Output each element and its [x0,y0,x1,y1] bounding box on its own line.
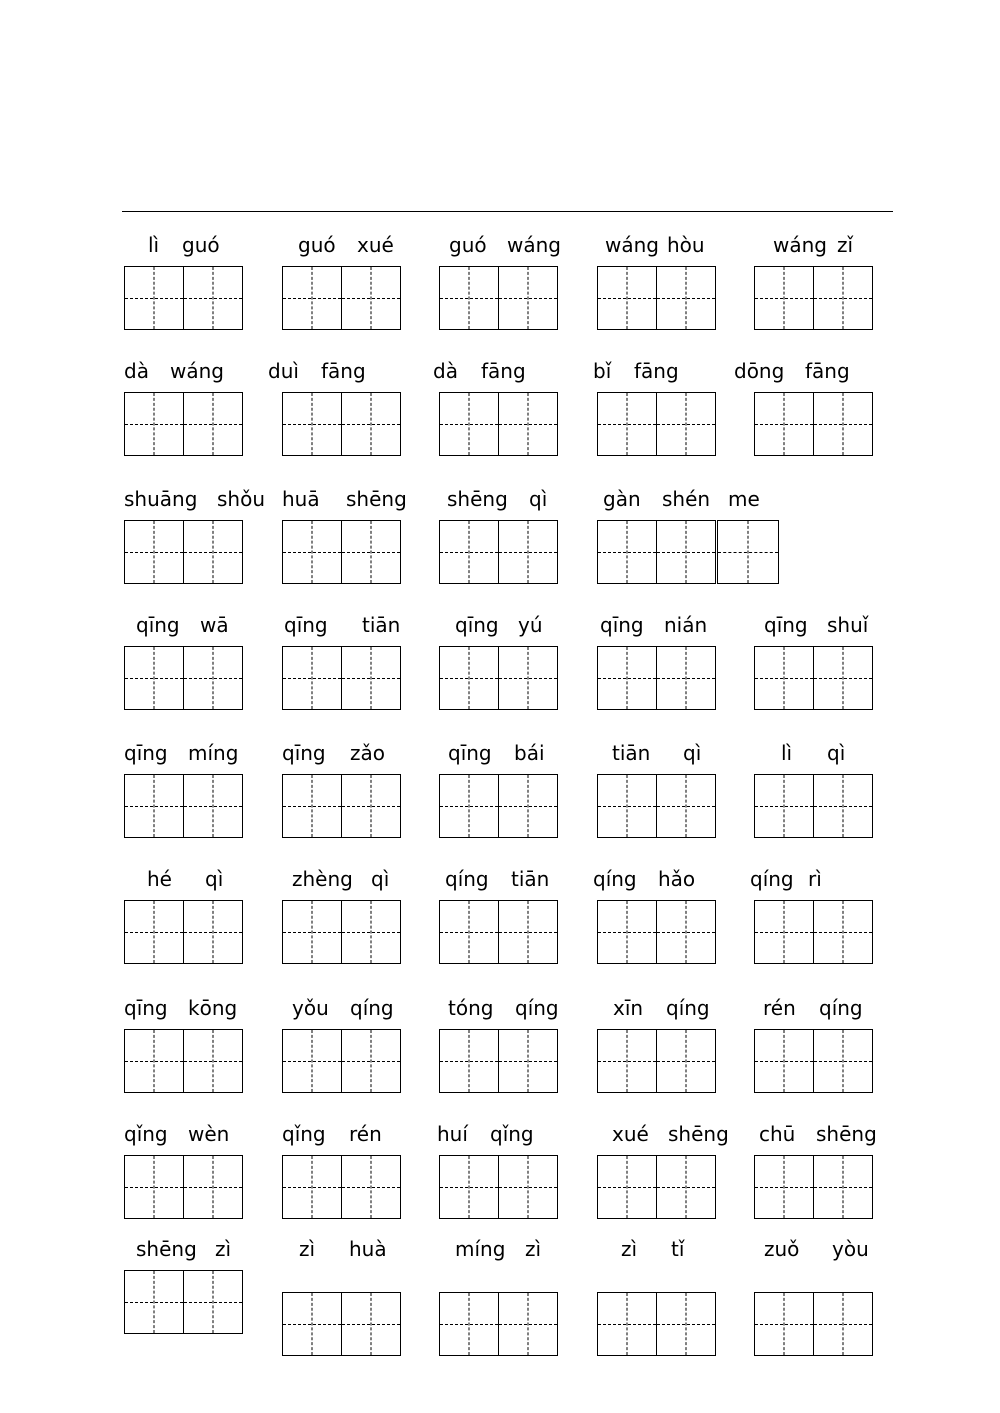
writing-cell[interactable] [282,520,342,584]
pinyin-syllable: shuǐ [827,613,869,637]
pinyin-syllable: qíng [666,996,710,1020]
writing-cell[interactable] [813,1029,873,1093]
pinyin-syllable: qíng [350,996,394,1020]
pinyin-syllable: qì [529,487,548,511]
writing-cell[interactable] [498,266,558,330]
tian-grid [754,774,873,838]
word-item [439,232,599,342]
writing-cell[interactable] [439,520,499,584]
writing-cell[interactable] [813,1155,873,1219]
tian-grid [754,1292,873,1356]
tian-grid [124,1155,243,1219]
pinyin-syllable: xué [357,233,394,257]
pinyin-syllable: qíng [593,867,637,891]
word-item [754,1236,914,1346]
word-item [282,1121,442,1231]
word-item [439,866,599,976]
pinyin-syllable: qǐng [490,1122,534,1146]
word-item [593,866,757,976]
pinyin-syllable: zì [299,1237,316,1261]
tian-grid [439,900,558,964]
word-item [597,232,757,342]
pinyin-syllable: tiān [511,867,550,891]
writing-cell[interactable] [597,900,657,964]
pinyin-syllable: tóng [448,996,494,1020]
writing-cell[interactable] [498,1029,558,1093]
pinyin-syllable: wā [200,613,229,637]
writing-cell[interactable] [656,520,716,584]
pinyin-syllable: fāng [481,359,526,383]
word-item [597,1121,757,1231]
writing-cell[interactable] [183,1155,243,1219]
word-item [754,232,914,342]
pinyin-syllable: wáng [605,233,659,257]
pinyin-syllable: wáng [507,233,561,257]
word-item [124,995,284,1105]
word-item [124,866,284,976]
word-item [282,995,442,1105]
writing-cell[interactable] [656,900,716,964]
writing-cell[interactable] [439,266,499,330]
word-item [124,232,284,342]
tian-grid [282,392,401,456]
tian-grid [439,266,558,330]
writing-cell[interactable] [597,520,657,584]
pinyin-syllable: qīng [282,741,326,765]
writing-cell[interactable] [498,646,558,710]
writing-cell[interactable] [439,1029,499,1093]
pinyin-syllable: xué [612,1122,649,1146]
word-item [439,995,599,1105]
pinyin-label [597,486,797,512]
writing-cell[interactable] [656,646,716,710]
writing-cell[interactable] [754,266,814,330]
pinyin-label [734,358,954,384]
pinyin-syllable: dà [433,359,458,383]
tian-grid [754,266,873,330]
tian-grid [124,900,243,964]
pinyin-syllable: shēng [346,487,407,511]
writing-cell[interactable] [124,520,184,584]
tian-grid [597,520,779,584]
pinyin-syllable: qīng [600,613,644,637]
writing-cell[interactable] [754,646,814,710]
pinyin-syllable: tiān [612,741,651,765]
pinyin-syllable: qīng [455,613,499,637]
pinyin-syllable: tiān [362,613,401,637]
writing-cell[interactable] [183,520,243,584]
writing-cell[interactable] [439,900,499,964]
word-item [597,612,757,722]
writing-cell[interactable] [183,900,243,964]
pinyin-syllable: huí [437,1122,468,1146]
pinyin-syllable: hǎo [658,867,696,891]
pinyin-syllable: hé [147,867,172,891]
pinyin-syllable: qīng [124,996,168,1020]
writing-cell[interactable] [439,1155,499,1219]
word-item [750,866,914,976]
writing-cell[interactable] [183,1270,243,1334]
writing-cell[interactable] [439,774,499,838]
writing-cell[interactable] [813,266,873,330]
pinyin-syllable: qíng [819,996,863,1020]
writing-cell[interactable] [717,520,779,584]
tian-grid [282,646,401,710]
word-item [124,612,284,722]
writing-cell[interactable] [124,646,184,710]
pinyin-syllable: qì [205,867,224,891]
tian-grid [597,646,716,710]
writing-cell[interactable] [498,900,558,964]
tian-grid [439,1292,558,1356]
word-item [439,1121,599,1231]
word-item [282,612,442,722]
pinyin-syllable: shēng [668,1122,729,1146]
pinyin-label [754,995,954,1021]
writing-cell[interactable] [813,900,873,964]
writing-cell[interactable] [754,1292,814,1356]
pinyin-syllable: zì [525,1237,542,1261]
word-item [124,1121,284,1231]
word-item [439,740,599,850]
pinyin-syllable: zǎo [350,741,385,765]
pinyin-label [754,232,954,258]
pinyin-syllable: qǐng [124,1122,168,1146]
word-item [433,358,599,468]
tian-grid [597,774,716,838]
word-item [597,1236,757,1346]
writing-cell[interactable] [813,646,873,710]
writing-cell[interactable] [341,520,401,584]
tian-grid [124,520,243,584]
pinyin-syllable: wáng [773,233,827,257]
writing-cell[interactable] [124,392,184,456]
pinyin-syllable: xīn [613,996,644,1020]
pinyin-syllable: qì [371,867,390,891]
writing-cell[interactable] [597,646,657,710]
tian-grid [439,520,558,584]
pinyin-syllable: zì [621,1237,638,1261]
writing-cell[interactable] [439,392,499,456]
writing-cell[interactable] [656,774,716,838]
pinyin-label [750,866,954,892]
word-item [754,995,914,1105]
writing-cell[interactable] [341,900,401,964]
pinyin-syllable: nián [664,613,708,637]
writing-cell[interactable] [656,1155,716,1219]
pinyin-syllable: lì [148,233,160,257]
pinyin-syllable: qíng [515,996,559,1020]
pinyin-syllable: míng [188,741,239,765]
tian-grid [124,646,243,710]
pinyin-syllable: chū [759,1122,796,1146]
writing-cell[interactable] [341,1155,401,1219]
tian-grid [439,1155,558,1219]
pinyin-syllable: huā [282,487,320,511]
writing-cell[interactable] [183,392,243,456]
word-item [282,486,442,596]
word-item [734,358,914,468]
writing-cell[interactable] [282,1292,342,1356]
word-item [439,612,599,722]
pinyin-syllable: shēng [136,1237,197,1261]
pinyin-syllable: yòu [832,1237,869,1261]
tian-grid [597,266,716,330]
pinyin-syllable: qì [683,741,702,765]
pinyin-label [754,612,954,638]
pinyin-syllable: bái [514,741,545,765]
word-item [268,358,442,468]
pinyin-syllable: rén [763,996,796,1020]
writing-cell[interactable] [656,266,716,330]
writing-cell[interactable] [282,774,342,838]
pinyin-syllable: hòu [667,233,705,257]
writing-cell[interactable] [124,1270,184,1334]
pinyin-syllable: yǒu [292,996,329,1020]
writing-cell[interactable] [341,774,401,838]
tian-grid [439,774,558,838]
pinyin-syllable: míng [455,1237,506,1261]
writing-cell[interactable] [341,392,401,456]
pinyin-syllable: guó [449,233,487,257]
writing-cell[interactable] [754,1155,814,1219]
word-item [124,740,284,850]
tian-grid [597,392,716,456]
writing-cell[interactable] [656,1029,716,1093]
word-item [593,358,757,468]
tian-grid [597,900,716,964]
word-item [439,486,599,596]
word-item [124,1236,284,1346]
pinyin-label [754,1236,954,1262]
writing-cell[interactable] [341,1029,401,1093]
tian-grid [754,392,873,456]
writing-cell[interactable] [754,1029,814,1093]
pinyin-syllable: wáng [170,359,224,383]
pinyin-syllable: duì [268,359,299,383]
writing-cell[interactable] [597,774,657,838]
writing-cell[interactable] [282,900,342,964]
word-item [282,740,442,850]
writing-cell[interactable] [754,392,814,456]
tian-grid [282,1029,401,1093]
writing-cell[interactable] [498,392,558,456]
writing-cell[interactable] [183,1029,243,1093]
tian-grid [754,1155,873,1219]
word-item [754,1121,914,1231]
writing-cell[interactable] [498,1292,558,1356]
writing-cell[interactable] [183,266,243,330]
pinyin-syllable: zhèng [292,867,353,891]
pinyin-syllable: qīng [124,741,168,765]
pinyin-syllable: gàn [603,487,641,511]
pinyin-syllable: yú [518,613,543,637]
writing-cell[interactable] [124,900,184,964]
word-item [282,1236,442,1346]
pinyin-syllable: rén [349,1122,382,1146]
writing-cell[interactable] [124,266,184,330]
writing-cell[interactable] [498,774,558,838]
pinyin-syllable: dōng [734,359,785,383]
tian-grid [754,900,873,964]
writing-cell[interactable] [341,266,401,330]
pinyin-syllable: shǒu [217,487,266,511]
writing-cell[interactable] [754,774,814,838]
tian-grid [439,1029,558,1093]
tian-grid [282,774,401,838]
pinyin-syllable: tǐ [671,1237,685,1261]
pinyin-syllable: zǐ [837,233,854,257]
pinyin-syllable: zì [215,1237,232,1261]
tian-grid [124,392,243,456]
writing-cell[interactable] [597,1292,657,1356]
pinyin-syllable: qīng [764,613,808,637]
pinyin-syllable: shēng [816,1122,877,1146]
pinyin-syllable: shuāng [124,487,198,511]
pinyin-syllable: shén [662,487,711,511]
pinyin-syllable: qǐng [282,1122,326,1146]
tian-grid [597,1029,716,1093]
tian-grid [754,1029,873,1093]
pinyin-syllable: qīng [284,613,328,637]
writing-cell[interactable] [597,1029,657,1093]
writing-cell[interactable] [282,1155,342,1219]
pinyin-syllable: me [728,487,760,511]
tian-grid [597,1292,716,1356]
pinyin-syllable: qíng [750,867,794,891]
pinyin-syllable: bǐ [593,359,612,383]
pinyin-syllable: lì [781,741,793,765]
word-item [597,740,757,850]
writing-cell[interactable] [341,646,401,710]
pinyin-syllable: qì [827,741,846,765]
writing-cell[interactable] [754,900,814,964]
writing-cell[interactable] [282,266,342,330]
word-item [282,866,442,976]
writing-cell[interactable] [341,1292,401,1356]
writing-cell[interactable] [124,1029,184,1093]
word-item [597,995,757,1105]
writing-cell[interactable] [597,1155,657,1219]
pinyin-syllable: fāng [321,359,366,383]
tian-grid [282,1155,401,1219]
pinyin-syllable: fāng [634,359,679,383]
tian-grid [124,774,243,838]
word-item [282,232,442,342]
writing-cell[interactable] [439,1292,499,1356]
word-item [124,358,284,468]
pinyin-label [754,740,954,766]
writing-cell[interactable] [183,646,243,710]
pinyin-syllable: shēng [447,487,508,511]
tian-grid [439,392,558,456]
pinyin-syllable: qīng [136,613,180,637]
word-item [597,486,760,596]
pinyin-syllable: wèn [188,1122,230,1146]
word-item [124,486,284,596]
writing-cell[interactable] [656,1292,716,1356]
writing-cell[interactable] [813,774,873,838]
pinyin-syllable: dà [124,359,149,383]
tian-grid [124,1270,243,1334]
writing-cell[interactable] [282,392,342,456]
writing-cell[interactable] [124,774,184,838]
word-item [754,740,914,850]
pinyin-syllable: zuǒ [764,1237,800,1261]
word-item [754,612,914,722]
pinyin-syllable: guó [298,233,336,257]
top-rule [122,211,893,212]
writing-cell[interactable] [813,1292,873,1356]
pinyin-syllable: qīng [448,741,492,765]
tian-grid [597,1155,716,1219]
tian-grid [439,646,558,710]
tian-grid [124,266,243,330]
pinyin-label [754,1121,954,1147]
writing-cell[interactable] [183,774,243,838]
pinyin-syllable: rì [808,867,822,891]
tian-grid [282,520,401,584]
writing-cell[interactable] [597,266,657,330]
pinyin-syllable: fāng [805,359,850,383]
tian-grid [282,266,401,330]
writing-cell[interactable] [498,1155,558,1219]
tian-grid [754,646,873,710]
tian-grid [282,1292,401,1356]
pinyin-syllable: huà [349,1237,387,1261]
writing-cell[interactable] [439,646,499,710]
tian-grid [124,1029,243,1093]
pinyin-syllable: qíng [445,867,489,891]
tian-grid [282,900,401,964]
writing-cell[interactable] [656,392,716,456]
writing-cell[interactable] [597,392,657,456]
pinyin-syllable: kōng [188,996,238,1020]
word-item [439,1236,599,1346]
writing-cell[interactable] [498,520,558,584]
writing-cell[interactable] [124,1155,184,1219]
writing-cell[interactable] [813,392,873,456]
writing-cell[interactable] [282,1029,342,1093]
pinyin-syllable: guó [182,233,220,257]
writing-cell[interactable] [282,646,342,710]
